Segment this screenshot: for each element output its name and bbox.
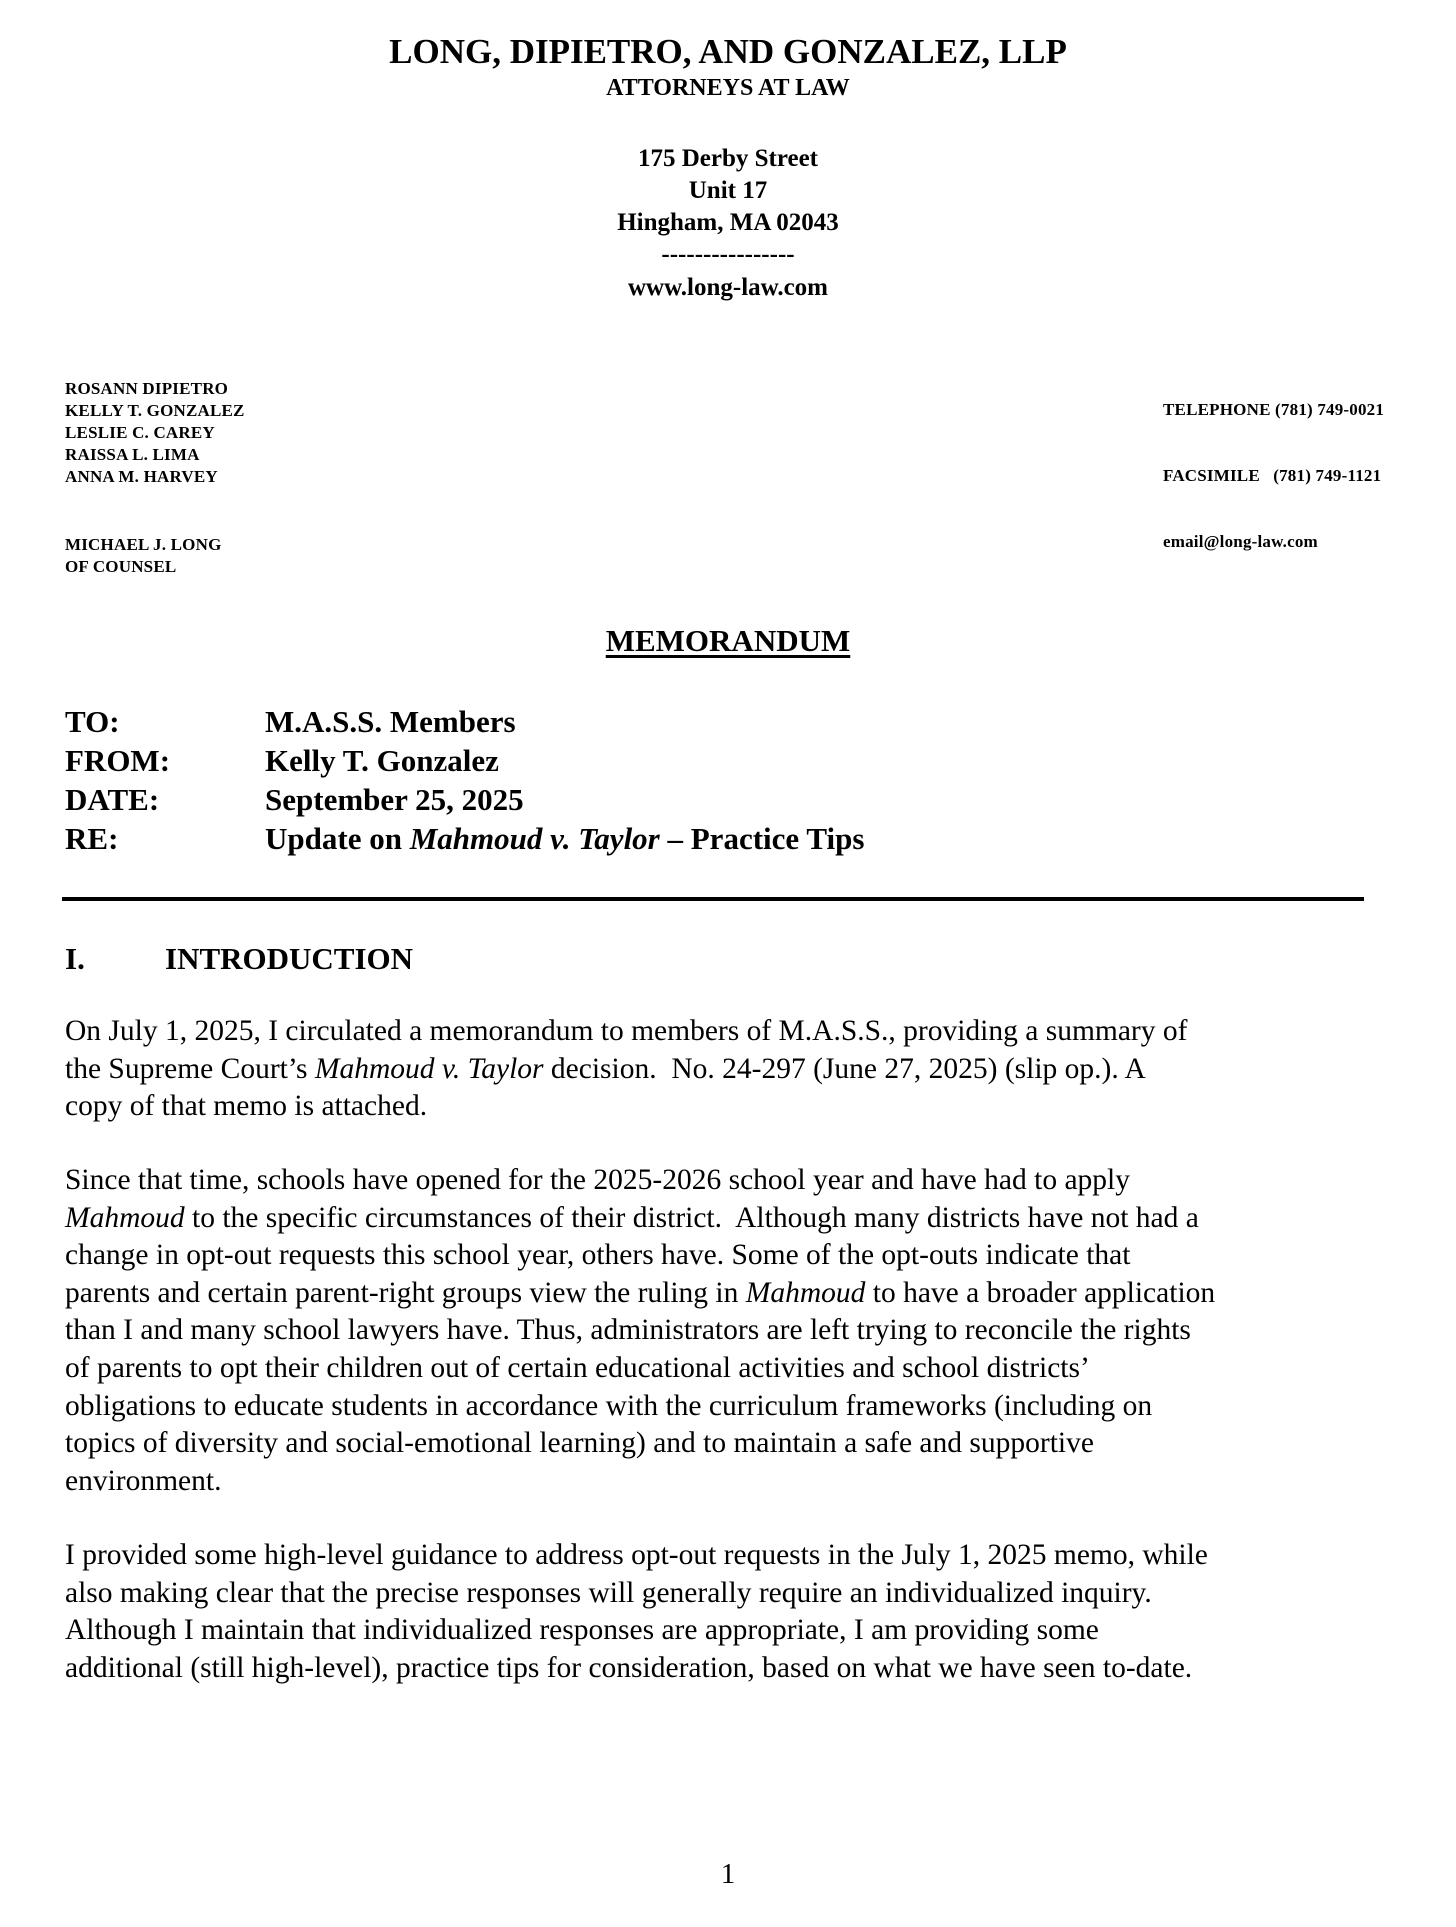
memo-re-prefix: Update on — [265, 821, 410, 856]
memo-re-row — [65, 820, 864, 858]
memo-from-value: Kelly T. Gonzalez — [265, 743, 499, 778]
memo-date-value: September 25, 2025 — [265, 782, 524, 817]
paragraph-line — [65, 1200, 1385, 1238]
text-run: parents and certain parent-right groups view the ruling in — [65, 1276, 746, 1309]
text-run: decision. No. 24-297 (June 27, 2025) (slip op.). A — [543, 1052, 1146, 1085]
text-run: to have a broader application — [865, 1276, 1216, 1309]
address-street: 175 Derby Street — [637, 145, 819, 172]
of-counsel-block — [65, 534, 222, 578]
paragraph-line — [65, 1051, 1385, 1089]
memo-date-label: DATE: — [65, 782, 160, 817]
memo-title-text: MEMORANDUM — [605, 623, 851, 658]
paragraph-line: obligations to educate students in accordance with the curriculum frameworks (including on — [65, 1389, 1153, 1422]
address-divider: ---------------- — [661, 241, 795, 268]
email-address: email@long-law.com — [1163, 532, 1318, 551]
header-rule — [62, 897, 1364, 901]
firm-subtitle: ATTORNEYS AT LAW — [606, 75, 850, 101]
case-name: Mahmoud — [745, 1276, 866, 1309]
facsimile: FACSIMILE (781) 749-1121 — [1163, 466, 1382, 485]
paragraph-line: change in opt-out requests this school year, others have. Some of the opt-outs indicate that — [65, 1239, 1131, 1272]
memo-to-row — [65, 703, 516, 741]
attorney-name: RAISSA L. LIMA — [65, 445, 200, 464]
section-heading — [65, 940, 413, 978]
paragraph-line: of parents to opt their children out of certain educational activities and school districts’ — [65, 1351, 1090, 1384]
paragraph-line: topics of diversity and social-emotional learning) and to maintain a safe and supportive — [65, 1427, 1094, 1460]
memo-re-label: RE: — [65, 821, 119, 856]
memo-re-case: Mahmoud v. Taylor — [409, 821, 660, 856]
of-counsel-title: OF COUNSEL — [65, 557, 177, 576]
text-run: to the specific circumstances of their district. Although many districts have not had a — [184, 1201, 1199, 1234]
paragraph-line: On July 1, 2025, I circulated a memorandum to members of M.A.S.S., providing a summary of — [65, 1015, 1188, 1047]
firm-name: LONG, DIPIETRO, AND GONZALEZ, LLP — [389, 32, 1067, 71]
paragraph-line: copy of that memo is attached. — [65, 1090, 428, 1123]
firm-website: www.long-law.com — [628, 274, 828, 301]
of-counsel-name: MICHAEL J. LONG — [65, 535, 222, 554]
case-name: Mahmoud — [65, 1201, 185, 1234]
page-number: 1 — [720, 1858, 736, 1890]
contact-block — [1163, 355, 1384, 575]
paragraph-line: than I and many school lawyers have. Thus, administrators are left trying to reconcile the rights — [65, 1314, 1191, 1347]
memo-to-label: TO: — [65, 704, 120, 739]
paragraph-line: Although I maintain that individualized responses are appropriate, I am providing some — [65, 1614, 1099, 1647]
intro-paragraph-2 — [65, 1162, 1385, 1500]
attorney-name: KELLY T. GONZALEZ — [65, 401, 245, 420]
paragraph-line: additional (still high-level), practice tips for consideration, based on what we have seen to-date. — [65, 1651, 1193, 1684]
attorney-name: ANNA M. HARVEY — [65, 467, 218, 486]
paragraph-line: Since that time, schools have opened for the 2025-2026 school year and have had to apply — [65, 1164, 1130, 1196]
memo-from-row — [65, 742, 499, 780]
memo-re-suffix: – Practice Tips — [659, 821, 865, 856]
paragraph-line: also making clear that the precise responses will generally require an individualized inquiry. — [65, 1576, 1152, 1609]
address-unit: Unit 17 — [688, 177, 768, 204]
intro-paragraph-3 — [65, 1537, 1385, 1687]
paragraph-line: environment. — [65, 1464, 222, 1497]
memo-title — [0, 622, 1456, 660]
attorney-name: LESLIE C. CAREY — [65, 423, 215, 442]
address-city: Hingham, MA 02043 — [617, 209, 839, 236]
memo-from-label: FROM: — [65, 743, 171, 778]
attorney-name: ROSANN DIPIETRO — [65, 379, 229, 398]
text-run: the Supreme Court’s — [65, 1052, 315, 1085]
section-number: I. — [65, 941, 85, 976]
telephone: TELEPHONE (781) 749-0021 — [1163, 400, 1385, 419]
paragraph-line — [65, 1275, 1385, 1313]
memo-to-value: M.A.S.S. Members — [265, 704, 516, 739]
attorney-list — [65, 378, 245, 488]
paragraph-line: I provided some high-level guidance to address opt-out requests in the July 1, 2025 memo, while — [65, 1539, 1208, 1571]
section-title: INTRODUCTION — [165, 941, 414, 976]
memo-date-row — [65, 781, 524, 819]
intro-paragraph-1 — [65, 1013, 1385, 1126]
case-name: Mahmoud v. Taylor — [314, 1052, 544, 1085]
